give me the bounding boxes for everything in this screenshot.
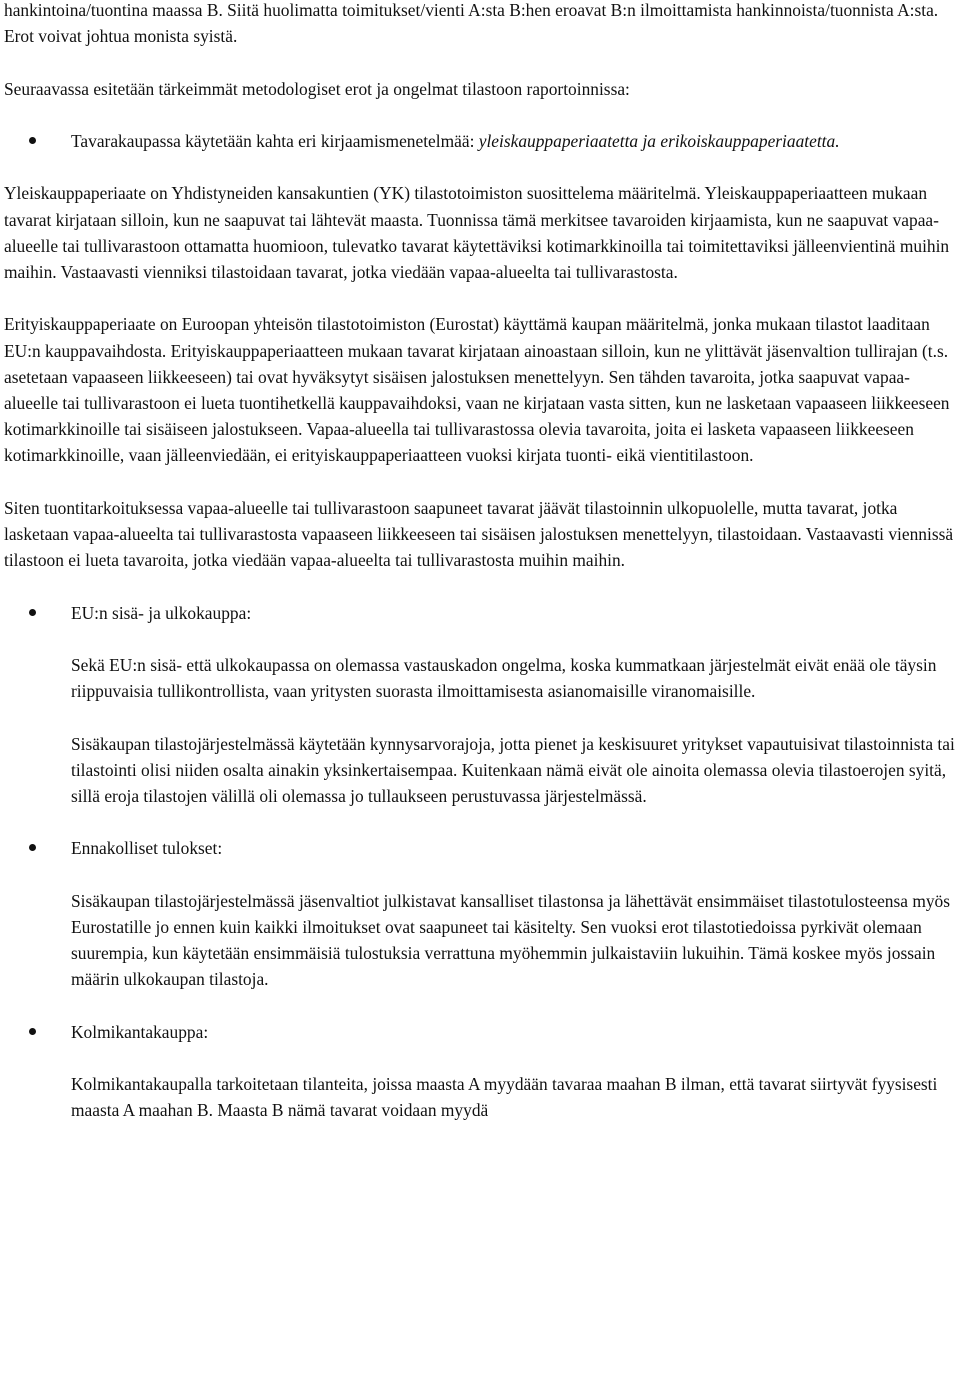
intro-paragraph-1: hankintoina/tuontina maassa B. Siitä huolimatta toimitukset/vienti A:sta B:hen eroavat B:n ilmoittamista hankinnoista/tuonnista A:sta. Erot voivat johtua monista syistä. [4,0,939,47]
bullet-dot-icon [29,609,36,616]
triangular-trade-paragraph: Kolmikantakaupalla tarkoitetaan tilanteita, joissa maasta A myydään tavaraa maahan B ilman, että tavarat siirtyvät fyysisesti maasta A maahan B. Maasta B nämä tavarat voidaan myydä [71,1074,938,1121]
preliminary-results-paragraph: Sisäkaupan tilastojärjestelmässä jäsenvaltiot julkistavat kansalliset tilastonsa ja lähettävät ensimmäiset tilastotulosteensa myös Eurostatille jo ennen kuin kaikki ilmoitukset ovat saapuneet tai käsitelty. Sen vuoksi erot tilastotiedoissa pyrkivät olemaan suurempia, kun käytetään ensimmäisiä tulostuksia verrattuna myöhemmin julkaistaviin lukuihin. Tämä koskee myös jossain määrin ulkokaupan tilastoja. [71,890,950,990]
general-trade-paragraph: Yleiskauppaperiaate on Yhdistyneiden kansakuntien (YK) tilastotoimiston suosittelema määritelmä. Yleiskauppaperiaatteen mukaan tavarat kirjataan silloin, kun ne saapuvat tai lähtevät maasta. Tuonnissa tämä merkitsee tavaroiden kirjaamista, kun ne saapuvat vapaa-alueelle tai tullivarastoon ottamatta huomioon, tulevatko tavarat käytettäviksi kotimarkkinoilla tai toimitettaviksi jälleenvientinä muihin maihin. Vastaavasti vienniksi tilastoidaan tavarat, jotka viedään vapaa-alueelta tai tullivarastosta. [4,183,950,282]
bullet-recording-methods-text: Tavarakaupassa käytetään kahta eri kirjaamismenetelmää: [71,130,479,151]
bullet-dot-icon [29,137,36,144]
bullet-preliminary-results-title: Ennakolliset tulokset: [71,838,223,859]
special-trade-paragraph: Erityiskauppaperiaate on Euroopan yhteisön tilastotoimiston (Eurostat) käyttämä kaupan määritelmä, jonka mukaan tilastot laaditaan EU:n kauppavaihdosta. Erityiskauppaperiaatteen mukaan tavarat kirjataan ainoastaan silloin, kun ne ylittävät jäsenvaltion tullirajan (t.s. asetetaan vapaaseen liikkeeseen) tai ovat hyväksytyt sisäisen jalostuksen menettelyyn. Sen tähden tavaroita, jotka saapuvat vapaa-alueelle tai tullivarastoon ei lueta tuontihetkellä kauppavaihdoksi, vaan ne kirjataan vasta sitten, kun ne lasketaan vapaaseen liikkeeseen kotimarkkinoille tai sisäiseen jalostukseen. Vapaa-alueella tai tullivarastossa olevia tavaroita, joita ei lasketa vapaaseen liikkeeseen kotimarkkinoille, vaan jälleenviedään, ei erityiskauppaperiaatteen vuoksi kirjata tuonti- eikä vientitilastoon. [4,314,950,466]
eu-trade-paragraph-1: Sekä EU:n sisä- että ulkokaupassa on olemassa vastauskadon ongelma, koska kummatkaan järjestelmät eivät enää ole täysin riippuvaisia tullikontrollista, vaan yritysten suorasta ilmoittamisesta asianomaisille viranomaisille. [71,654,937,702]
bullet-preliminary-results [4,835,956,861]
bullet-recording-methods [4,128,956,154]
bullet-eu-trade [4,600,956,626]
eu-trade-paragraph-2: Sisäkaupan tilastojärjestelmässä käytetään kynnysarvorajoja, jotta pienet ja keskisuuret yritykset vapautuisivat tilastoinnista tai tilastointi olisi niiden osalta ainakin yksinkertaisempaa. Kuitenkaan nämä eivät ole ainoita olemassa olevia tilastoerojen syitä, sillä eroja tilastojen välillä oli olemassa jo tullaukseen perustuvassa järjestelmässä. [71,733,955,806]
bullet-triangular-trade-title: Kolmikantakauppa: [71,1021,209,1042]
bullet-dot-icon [29,844,36,851]
bullet-eu-trade-title: EU:n sisä- ja ulkokauppa: [71,602,252,623]
consequence-paragraph: Siten tuontitarkoituksessa vapaa-alueelle tai tullivarastoon saapuneet tavarat jäävät tilastoinnin ulkopuolelle, mutta tavarat, jotka lasketaan vapaa-alueelta tai tullivarastosta vapaaseen liikkeeseen tai sisäisen jalostuksen menettelyyn, tilastoidaan. Vastaavasti viennissä tilastoon ei lueta tavaroita, jotka viedään vapaa-alueelta tai tullivarastosta muihin maihin. [4,497,954,571]
bullet-triangular-trade [4,1019,956,1045]
intro-paragraph-2: Seuraavassa esitetään tärkeimmät metodologiset erot ja ongelmat tilastoon raportoinnissa: [4,78,630,99]
document-page [4,0,956,1124]
bullet-recording-methods-italic: yleiskauppaperiaatetta ja erikoiskauppaperiaatetta. [478,130,840,151]
bullet-dot-icon [29,1028,36,1035]
